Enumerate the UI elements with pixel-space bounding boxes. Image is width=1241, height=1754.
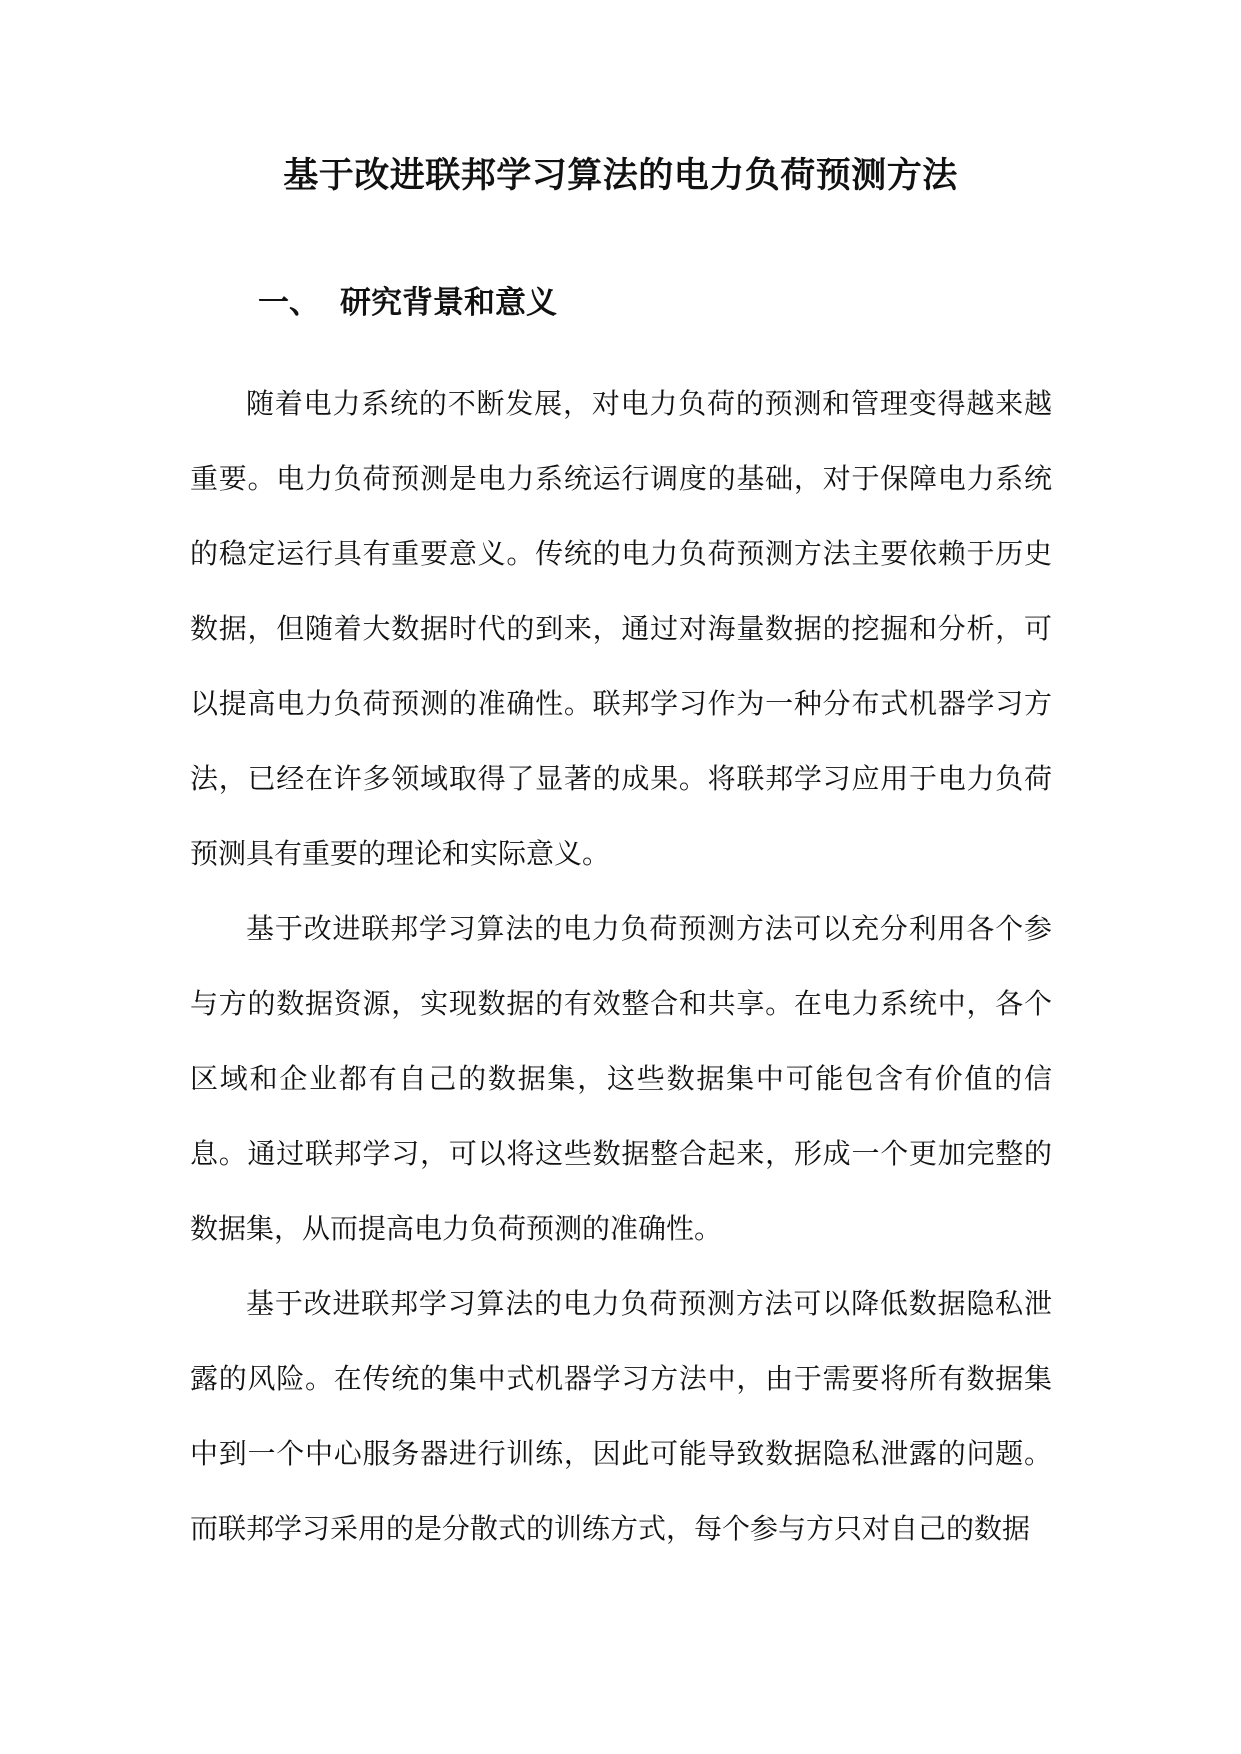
paragraph-2: 基于改进联邦学习算法的电力负荷预测方法可以充分利用各个参与方的数据资源，实现数据的有效整合和共享。在电力系统中，各个区域和企业都有自己的数据集，这些数据集中可能包含有价值的信息。通过联邦学习，可以将这些数据整合起来，形成一个更加完整的数据集，从而提高电力负荷预测的准确性。 xyxy=(190,912,1052,1245)
section-number: 一、 xyxy=(258,285,320,321)
paragraph-3: 基于改进联邦学习算法的电力负荷预测方法可以降低数据隐私泄露的风险。在传统的集中式机器学习方法中，由于需要将所有数据集中到一个中心服务器进行训练，因此可能导致数据隐私泄露的问题。而联邦学习采用的是分散式的训练方式，每个参与方只对自己的数据 xyxy=(190,1287,1052,1545)
document-body xyxy=(190,366,1052,1566)
document-title: 基于改进联邦学习算法的电力负荷预测方法 xyxy=(283,155,958,196)
paragraph-1: 随着电力系统的不断发展，对电力负荷的预测和管理变得越来越重要。电力负荷预测是电力系统运行调度的基础，对于保障电力系统的稳定运行具有重要意义。传统的电力负荷预测方法主要依赖于历史数据，但随着大数据时代的到来，通过对海量数据的挖掘和分析，可以提高电力负荷预测的准确性。联邦学习作为一种分布式机器学习方法，已经在许多领域取得了显著的成果。将联邦学习应用于电力负荷预测具有重要的理论和实际意义。 xyxy=(190,387,1052,870)
section-heading xyxy=(258,280,557,326)
section-heading-text: 研究背景和意义 xyxy=(340,285,557,321)
